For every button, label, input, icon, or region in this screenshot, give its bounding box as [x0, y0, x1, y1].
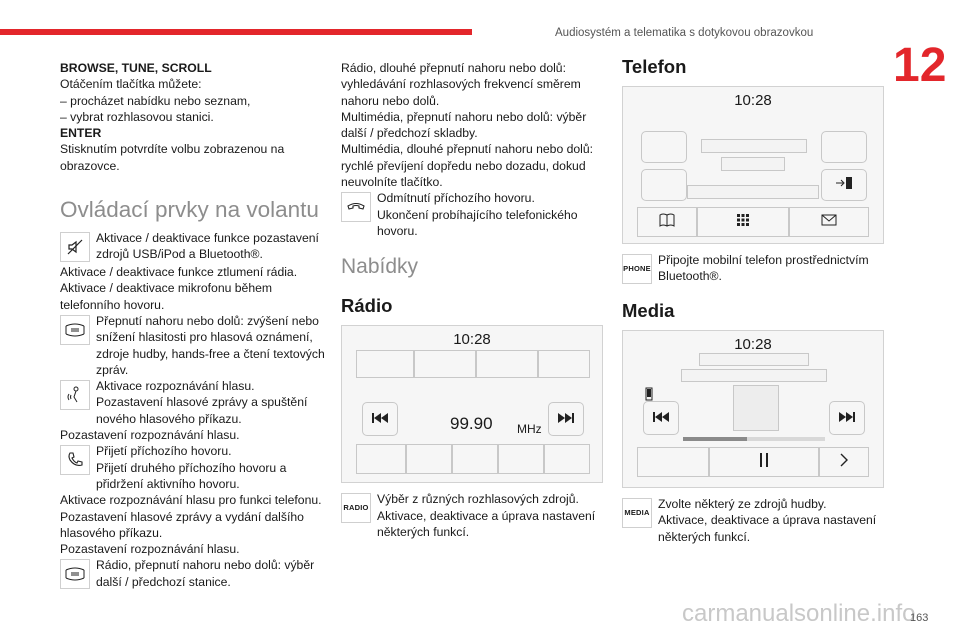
scroll-wheel-icon: [60, 559, 90, 589]
phone-menu-row: [622, 252, 890, 286]
progress-fill: [683, 437, 747, 441]
radio-frequency: 99.90: [450, 414, 493, 434]
previous-icon: [653, 410, 669, 426]
hangup-text: Odmítnutí příchozího hovoru.: [377, 191, 535, 206]
seek-back-button[interactable]: [362, 402, 398, 436]
radio-preset[interactable]: [538, 350, 590, 378]
browse-title: BROWSE, TUNE, SCROLL: [60, 61, 212, 75]
keypad-icon: [736, 213, 750, 231]
media-text: Multimédia, přepnutí nahoru nebo dolů: výběr další / předchozí skladby.: [341, 109, 587, 141]
pause-button[interactable]: [709, 447, 819, 477]
envelope-icon: [821, 214, 837, 230]
hang-up-icon: [341, 192, 371, 222]
caller-name-field: [701, 139, 807, 153]
messages-button[interactable]: [789, 207, 869, 237]
media-heading: Media: [622, 300, 675, 321]
hangup-control-row: [341, 190, 609, 239]
radio-option[interactable]: [544, 444, 590, 474]
phone-text: Přijetí příchozího hovoru.: [96, 444, 232, 459]
mute-text-3: Aktivace / deaktivace mikrofonu během telefonního hovoru.: [60, 281, 273, 312]
previous-icon: [372, 411, 388, 427]
seek-forward-button[interactable]: [548, 402, 584, 436]
mute-icon: [60, 232, 90, 262]
mute-text: Aktivace / deaktivace funkce pozastavení zdrojů USB/iPod a Bluetooth®.: [96, 231, 319, 262]
phone-clock: 10:28: [734, 92, 772, 109]
voice-text: Aktivace rozpoznávání hlasu.: [96, 379, 255, 394]
radio-screen: [341, 325, 603, 483]
column-left: [60, 60, 328, 591]
phone-side-button[interactable]: [821, 131, 867, 163]
mute-control-row: [60, 230, 328, 264]
phone-button-icon: PHONE: [622, 254, 652, 284]
track-title-field: [699, 353, 809, 366]
radio-control-row: [60, 557, 328, 591]
pause-icon: [758, 453, 770, 471]
menus-heading: Nabídky: [341, 255, 419, 279]
hangup-text-2: Ukončení probíhajícího telefonického hovoru.: [377, 207, 578, 238]
next-icon: [839, 410, 855, 426]
phone-text-4: Pozastavení hlasové zprávy a vydání dalšího hlasového příkazu.: [60, 509, 304, 540]
voice-control-row: [60, 378, 328, 427]
next-page-button[interactable]: [819, 447, 869, 477]
voice-text-3: Pozastavení rozpoznávání hlasu.: [60, 428, 240, 443]
browse-item: – procházet nabídku nebo seznam,: [60, 93, 251, 108]
chevron-right-icon: [840, 453, 848, 471]
keypad-button[interactable]: [697, 207, 789, 237]
artist-field: [681, 369, 827, 382]
media-long-text: Multimédia, dlouhé přepnutí nahoru nebo dolů: rychlé převíjení dopředu nebo dozadu, dokud neuvolníte tlačítko.: [341, 142, 594, 190]
media-screen: [622, 330, 884, 488]
radio-clock: 10:28: [453, 331, 491, 349]
contacts-button[interactable]: [637, 207, 697, 237]
chapter-number: 12: [893, 39, 947, 92]
phone-icon: [60, 445, 90, 475]
phone-side-button[interactable]: [641, 169, 687, 201]
section-header: Audiosystém a telematika s dotykovou obrazovkou: [555, 27, 814, 39]
watermark: carmanualsonline.info: [682, 600, 916, 627]
next-track-button[interactable]: [829, 401, 865, 435]
radio-preset[interactable]: [414, 350, 476, 378]
next-icon: [558, 411, 574, 427]
phone-control-row: [60, 443, 328, 492]
chapter-red-bar: [0, 29, 472, 35]
column-right: [622, 56, 890, 545]
enter-title: ENTER: [60, 126, 102, 141]
volume-control-row: [60, 313, 328, 378]
radio-long-text: Rádio, dlouhé přepnutí nahoru nebo dolů: vyhledávání rozhlasových frekvencí směrem nahoru nebo dolů.: [341, 61, 581, 108]
browse-intro: Otáčením tlačítka můžete:: [60, 77, 202, 92]
phone-text-5: Pozastavení rozpoznávání hlasu.: [60, 542, 240, 557]
radio-option[interactable]: [452, 444, 498, 474]
contacts-book-icon: [659, 213, 675, 231]
voice-text-2: Pozastavení hlasové zprávy a spuštění nového hlasového příkazu.: [96, 395, 308, 426]
media-clock: 10:28: [734, 336, 772, 353]
phone-side-button[interactable]: [641, 131, 687, 163]
progress-track[interactable]: [683, 437, 825, 441]
caller-number-field: [721, 157, 785, 171]
browse-item: – vybrat rozhlasovou stanici.: [60, 109, 214, 124]
radio-text: Rádio, přepnutí nahoru nebo dolů: výběr další / předchozí stanice.: [96, 558, 315, 589]
media-menu-row: [622, 496, 890, 545]
steering-controls-heading: Ovládací prvky na volantu: [60, 197, 319, 223]
column-middle: [341, 60, 609, 540]
radio-menu-row: [341, 491, 609, 540]
radio-preset[interactable]: [356, 350, 414, 378]
transfer-call-button[interactable]: [821, 169, 867, 201]
album-art: [733, 385, 779, 431]
media-option[interactable]: [637, 447, 709, 477]
media-desc-2: Aktivace, deaktivace a úprava nastavení některých funkcí.: [658, 513, 877, 544]
radio-desc: Výběr z různých rozhlasových zdrojů.: [377, 492, 579, 507]
radio-desc-2: Aktivace, deaktivace a úprava nastavení některých funkcí.: [377, 508, 596, 539]
phone-text-3: Aktivace rozpoznávání hlasu pro funkci telefonu.: [60, 493, 322, 508]
call-status-field: [687, 185, 819, 199]
radio-option[interactable]: [498, 444, 544, 474]
radio-option[interactable]: [356, 444, 406, 474]
radio-heading: Rádio: [341, 295, 393, 317]
radio-button-icon: RADIO: [341, 493, 371, 523]
phone-screen: [622, 86, 884, 244]
transfer-to-phone-icon: [835, 176, 853, 194]
radio-option[interactable]: [406, 444, 452, 474]
radio-preset[interactable]: [476, 350, 538, 378]
page-number: 163: [910, 612, 929, 624]
media-button-icon: MEDIA: [622, 498, 652, 528]
volume-wheel-icon: [60, 315, 90, 345]
voice-command-icon: [60, 380, 90, 410]
phone-heading: Telefon: [622, 56, 687, 77]
previous-track-button[interactable]: [643, 401, 679, 435]
media-desc: Zvolte některý ze zdrojů hudby.: [658, 497, 827, 511]
phone-desc: Připojte mobilní telefon prostřednictvím Bluetooth®.: [658, 253, 869, 284]
phone-text-2: Přijetí druhého příchozího hovoru a přidržení aktivního hovoru.: [96, 460, 287, 491]
mute-text-2: Aktivace / deaktivace funkce ztlumení rádia.: [60, 265, 298, 280]
enter-text: Stisknutím potvrdíte volbu zobrazenou na obrazovce.: [60, 142, 285, 173]
frequency-unit: MHz: [517, 422, 542, 437]
volume-text: Přepnutí nahoru nebo dolů: zvýšení nebo snížení hlasitosti pro hlasová oznámení, zdroje hudby, hands-free a čtení textových zpráv.: [96, 313, 325, 377]
